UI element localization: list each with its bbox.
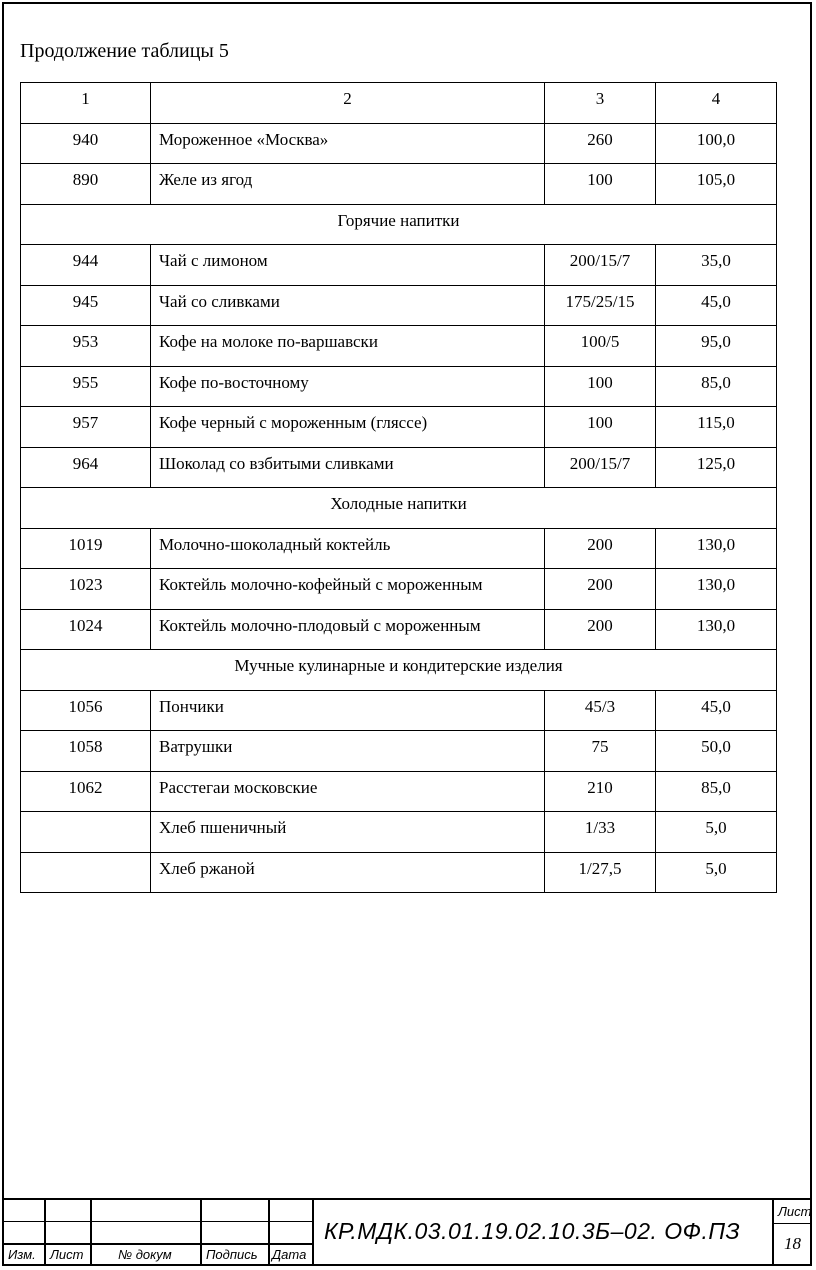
sheet-number: 18 xyxy=(784,1234,801,1253)
section-row xyxy=(21,488,777,529)
table-row xyxy=(21,852,777,893)
dish-number: 957 xyxy=(21,407,151,448)
title-block xyxy=(2,1198,812,1266)
dish-name: Кофе по-восточному xyxy=(151,366,545,407)
dish-name: Хлеб ржаной xyxy=(151,852,545,893)
dish-name: Хлеб пшеничный xyxy=(151,812,545,853)
dish-yield: 1/33 xyxy=(545,812,656,853)
table-row xyxy=(21,366,777,407)
table-row xyxy=(21,569,777,610)
dish-name: Коктейль молочно-плодовый с мороженным xyxy=(151,609,545,650)
table-caption: Продолжение таблицы 5 xyxy=(20,40,229,62)
dish-price: 125,0 xyxy=(656,447,777,488)
dish-name: Чай со сливками xyxy=(151,285,545,326)
stamp-label-date: Дата xyxy=(272,1247,307,1262)
table-row xyxy=(21,245,777,286)
dish-number: 1023 xyxy=(21,569,151,610)
dish-price: 100,0 xyxy=(656,123,777,164)
dish-price: 115,0 xyxy=(656,407,777,448)
dish-price: 50,0 xyxy=(656,731,777,772)
dish-yield: 200/15/7 xyxy=(545,447,656,488)
dish-price: 85,0 xyxy=(656,366,777,407)
dish-yield: 1/27,5 xyxy=(545,852,656,893)
section-title: Мучные кулинарные и кондитерские изделия xyxy=(21,650,777,691)
dish-price: 5,0 xyxy=(656,852,777,893)
document-number: КР.МДК.03.01.19.02.10.3Б–02. ОФ.ПЗ xyxy=(324,1218,741,1244)
dish-number: 955 xyxy=(21,366,151,407)
table-row xyxy=(21,771,777,812)
section-title: Холодные напитки xyxy=(21,488,777,529)
dish-price: 85,0 xyxy=(656,771,777,812)
header-cell: 1 xyxy=(21,83,151,124)
table-row xyxy=(21,164,777,205)
dish-number: 890 xyxy=(21,164,151,205)
dish-yield: 200 xyxy=(545,609,656,650)
table-row xyxy=(21,731,777,772)
table-row xyxy=(21,123,777,164)
dish-price: 105,0 xyxy=(656,164,777,205)
dish-price: 35,0 xyxy=(656,245,777,286)
header-cell: 3 xyxy=(545,83,656,124)
table-row xyxy=(21,609,777,650)
dish-yield: 175/25/15 xyxy=(545,285,656,326)
dish-price: 130,0 xyxy=(656,569,777,610)
section-title: Горячие напитки xyxy=(21,204,777,245)
dish-yield: 100 xyxy=(545,164,656,205)
table-row xyxy=(21,407,777,448)
dish-name: Кофе черный с мороженным (гляссе) xyxy=(151,407,545,448)
dish-number xyxy=(21,812,151,853)
section-row xyxy=(21,650,777,691)
dish-number: 1019 xyxy=(21,528,151,569)
dish-price: 95,0 xyxy=(656,326,777,367)
dish-name: Мороженное «Москва» xyxy=(151,123,545,164)
table-row xyxy=(21,326,777,367)
dish-number: 940 xyxy=(21,123,151,164)
dish-yield: 210 xyxy=(545,771,656,812)
sheet-label: Лист xyxy=(778,1204,812,1219)
table-row xyxy=(21,812,777,853)
header-cell: 4 xyxy=(656,83,777,124)
dish-yield: 260 xyxy=(545,123,656,164)
dish-number: 944 xyxy=(21,245,151,286)
table-row xyxy=(21,690,777,731)
dish-number: 953 xyxy=(21,326,151,367)
table-row xyxy=(21,285,777,326)
section-row xyxy=(21,204,777,245)
dish-name: Пончики xyxy=(151,690,545,731)
dish-price: 45,0 xyxy=(656,690,777,731)
stamp-label-change: Изм. xyxy=(8,1247,36,1262)
dish-name: Желе из ягод xyxy=(151,164,545,205)
dish-name: Расстегаи московские xyxy=(151,771,545,812)
dish-price: 45,0 xyxy=(656,285,777,326)
dish-yield: 100 xyxy=(545,407,656,448)
dish-yield: 200 xyxy=(545,528,656,569)
menu-table xyxy=(20,82,777,893)
table-header-row xyxy=(21,83,777,124)
stamp-label-sheet: Лист xyxy=(50,1247,84,1262)
stamp-label-signature: Подпись xyxy=(206,1247,258,1262)
dish-name: Коктейль молочно-кофейный с мороженным xyxy=(151,569,545,610)
dish-yield: 100/5 xyxy=(545,326,656,367)
dish-price: 130,0 xyxy=(656,528,777,569)
dish-yield: 200/15/7 xyxy=(545,245,656,286)
dish-name: Кофе на молоке по-варшавски xyxy=(151,326,545,367)
dish-number: 1056 xyxy=(21,690,151,731)
dish-yield: 200 xyxy=(545,569,656,610)
dish-price: 130,0 xyxy=(656,609,777,650)
dish-number xyxy=(21,852,151,893)
table-row xyxy=(21,447,777,488)
dish-number: 1062 xyxy=(21,771,151,812)
dish-number: 1024 xyxy=(21,609,151,650)
dish-name: Чай с лимоном xyxy=(151,245,545,286)
dish-yield: 75 xyxy=(545,731,656,772)
dish-number: 964 xyxy=(21,447,151,488)
dish-number: 945 xyxy=(21,285,151,326)
dish-price: 5,0 xyxy=(656,812,777,853)
dish-yield: 100 xyxy=(545,366,656,407)
dish-number: 1058 xyxy=(21,731,151,772)
dish-name: Шоколад со взбитыми сливками xyxy=(151,447,545,488)
dish-name: Ватрушки xyxy=(151,731,545,772)
header-cell: 2 xyxy=(151,83,545,124)
dish-name: Молочно-шоколадный коктейль xyxy=(151,528,545,569)
stamp-label-doc: № докум xyxy=(118,1247,172,1262)
table-row xyxy=(21,528,777,569)
dish-yield: 45/3 xyxy=(545,690,656,731)
